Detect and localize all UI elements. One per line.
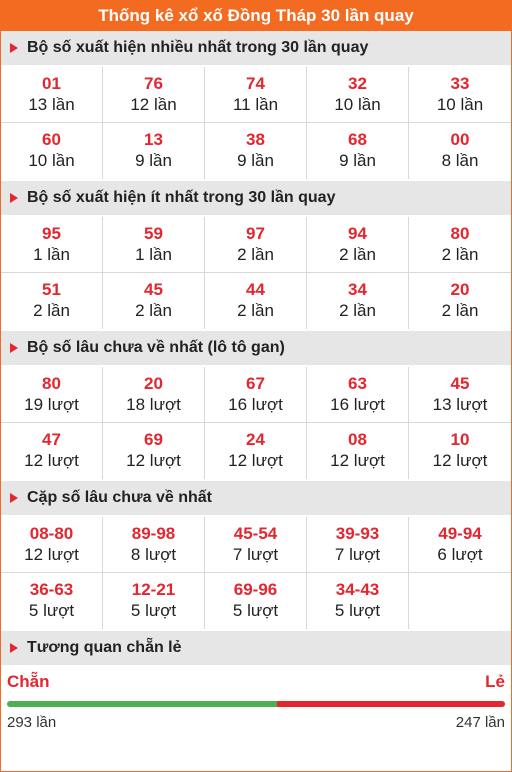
even-count: 293 lần — [7, 714, 57, 731]
stat-cell — [205, 273, 307, 329]
stat-count: 2 lần — [33, 301, 70, 320]
stat-number: 12-21 — [131, 580, 176, 599]
least-frequent-grid — [1, 215, 511, 331]
section-most-header — [1, 31, 511, 65]
section-least-header — [1, 181, 511, 215]
stat-count: 5 lượt — [28, 601, 75, 620]
stat-cell — [103, 67, 205, 123]
gan-grid — [1, 365, 511, 481]
stat-count: 8 lần — [441, 151, 479, 170]
stat-number: 32 — [348, 73, 367, 93]
stat-cell — [307, 367, 409, 423]
stat-cell — [1, 423, 103, 479]
pairs-grid — [1, 515, 511, 631]
stat-count: 7 lượt — [232, 544, 279, 564]
stat-cell — [307, 123, 409, 179]
ratio-bar-odd — [277, 701, 505, 707]
stat-number: 01 — [42, 73, 61, 93]
stat-number: 24 — [246, 430, 265, 449]
stat-cell — [409, 273, 511, 329]
page-title: Thống kê xổ xố Đồng Tháp 30 lần quay — [1, 1, 511, 31]
triangle-right-icon — [10, 493, 18, 503]
stat-count: 12 lần — [130, 94, 177, 114]
most-frequent-grid — [1, 65, 511, 181]
stat-number: 89-98 — [131, 523, 176, 543]
stat-number: 76 — [144, 73, 163, 93]
ratio-counts — [7, 713, 505, 733]
stat-number: 45 — [450, 373, 470, 393]
stat-count: 10 lần — [334, 94, 381, 114]
stat-count: 2 lần — [135, 301, 172, 320]
stat-cell — [1, 367, 103, 423]
triangle-right-icon — [10, 43, 18, 53]
odd-label: Lẻ — [485, 672, 505, 691]
stat-cell — [409, 217, 511, 273]
odd-count: 247 lần — [455, 714, 505, 731]
triangle-right-icon — [10, 643, 18, 653]
stat-cell — [409, 367, 511, 423]
section-ratio-header — [1, 631, 511, 665]
stat-number: 08-80 — [29, 523, 74, 543]
stat-cell — [103, 573, 205, 629]
stat-number: 44 — [246, 280, 265, 299]
stat-cell — [409, 517, 511, 573]
stat-cell — [103, 273, 205, 329]
stat-count: 19 lượt — [24, 394, 79, 414]
section-ratio-title: Tương quan chẵn lẻ — [27, 639, 182, 656]
stat-count: 2 lần — [237, 301, 274, 320]
section-gan-title: Bộ số lâu chưa về nhất (lô tô gan) — [27, 339, 285, 356]
stat-count: 2 lần — [339, 301, 376, 320]
stat-cell — [307, 273, 409, 329]
stat-cell — [1, 573, 103, 629]
stat-count: 2 lần — [441, 301, 479, 320]
stat-number: 13 — [144, 130, 163, 149]
stat-number: 60 — [42, 130, 61, 149]
stat-cell — [307, 423, 409, 479]
empty-cell — [409, 573, 511, 629]
stat-number: 63 — [348, 373, 367, 393]
stat-number: 80 — [450, 223, 470, 243]
stat-count: 13 lần — [28, 94, 75, 114]
stat-count: 12 lượt — [432, 451, 488, 470]
stat-cell — [205, 217, 307, 273]
stat-count: 18 lượt — [126, 394, 181, 414]
stat-count: 16 lượt — [330, 394, 385, 414]
stat-count: 9 lần — [237, 151, 274, 170]
stat-number: 95 — [42, 223, 61, 243]
stat-cell — [1, 517, 103, 573]
even-label: Chẵn — [7, 672, 50, 691]
section-pairs-header — [1, 481, 511, 515]
stat-number: 36-63 — [29, 580, 74, 599]
stat-count: 16 lượt — [228, 394, 283, 414]
stat-number: 47 — [42, 430, 61, 449]
stat-cell — [1, 123, 103, 179]
stat-cell — [103, 367, 205, 423]
stat-number: 00 — [450, 130, 470, 149]
stat-number: 69-96 — [233, 580, 278, 599]
stat-count: 9 lần — [339, 151, 376, 170]
stat-count: 1 lần — [33, 244, 70, 264]
stat-cell — [307, 573, 409, 629]
stat-number: 51 — [42, 280, 61, 299]
stat-count: 12 lượt — [330, 451, 385, 470]
triangle-right-icon — [10, 343, 18, 353]
stat-count: 12 lượt — [24, 544, 79, 564]
stat-count: 11 lần — [232, 94, 279, 114]
stat-cell — [103, 217, 205, 273]
stat-cell — [103, 517, 205, 573]
stat-cell — [1, 273, 103, 329]
section-pairs-title: Cặp số lâu chưa về nhất — [27, 489, 212, 506]
stat-number: 45-54 — [233, 523, 278, 543]
stat-cell — [103, 423, 205, 479]
stat-number: 10 — [450, 430, 470, 449]
stat-cell — [205, 367, 307, 423]
stat-cell — [1, 217, 103, 273]
stat-number: 33 — [450, 73, 470, 93]
stat-number: 94 — [348, 223, 367, 243]
stat-number: 68 — [348, 130, 367, 149]
stat-count: 2 lần — [339, 244, 376, 264]
stat-cell — [205, 517, 307, 573]
section-gan-header — [1, 331, 511, 365]
stat-cell — [409, 123, 511, 179]
stat-count: 10 lần — [436, 94, 484, 114]
section-least-title: Bộ số xuất hiện ít nhất trong 30 lần quay — [27, 189, 336, 206]
stat-cell — [103, 123, 205, 179]
stat-number: 59 — [144, 223, 163, 243]
stat-count: 12 lượt — [228, 451, 283, 470]
stat-count: 6 lượt — [437, 544, 483, 564]
stat-number: 97 — [246, 223, 265, 243]
stat-count: 12 lượt — [126, 451, 181, 470]
stat-number: 49-94 — [438, 523, 482, 543]
stat-count: 9 lần — [135, 151, 172, 170]
stat-cell — [205, 573, 307, 629]
stat-number: 45 — [144, 280, 163, 299]
stat-cell — [307, 517, 409, 573]
stat-number: 80 — [42, 373, 61, 393]
stat-cell — [307, 217, 409, 273]
section-most-title: Bộ số xuất hiện nhiều nhất trong 30 lần quay — [27, 39, 369, 56]
ratio-labels — [7, 671, 505, 693]
ratio-bar-even — [7, 701, 277, 707]
stat-number: 08 — [348, 430, 367, 449]
stat-count: 2 lần — [441, 244, 479, 264]
even-odd-ratio — [1, 671, 511, 733]
stat-number: 38 — [246, 130, 265, 149]
stat-count: 1 lần — [135, 244, 172, 264]
stat-cell — [205, 67, 307, 123]
stat-count: 8 lượt — [130, 544, 177, 564]
stat-cell — [307, 67, 409, 123]
stat-number: 74 — [246, 73, 265, 93]
stat-count: 13 lượt — [432, 394, 488, 414]
stat-count: 10 lần — [28, 151, 75, 170]
stat-cell — [409, 67, 511, 123]
stat-cell — [1, 67, 103, 123]
ratio-bar — [7, 701, 505, 707]
stat-number: 34 — [348, 280, 367, 299]
stat-cell — [205, 423, 307, 479]
stat-cell — [205, 123, 307, 179]
triangle-right-icon — [10, 193, 18, 203]
stat-count: 5 lượt — [130, 601, 177, 620]
stat-number: 69 — [144, 430, 163, 449]
stat-count: 7 lượt — [334, 544, 381, 564]
stat-cell — [409, 423, 511, 479]
stat-count: 5 lượt — [334, 601, 381, 620]
stat-number: 67 — [246, 373, 265, 393]
stat-count: 2 lần — [237, 244, 274, 264]
stat-number: 20 — [144, 373, 163, 393]
stat-count: 12 lượt — [24, 451, 79, 470]
stat-count: 5 lượt — [232, 601, 279, 620]
stat-number: 39-93 — [335, 523, 380, 543]
stat-number: 20 — [450, 280, 470, 299]
stat-number: 34-43 — [335, 580, 380, 599]
